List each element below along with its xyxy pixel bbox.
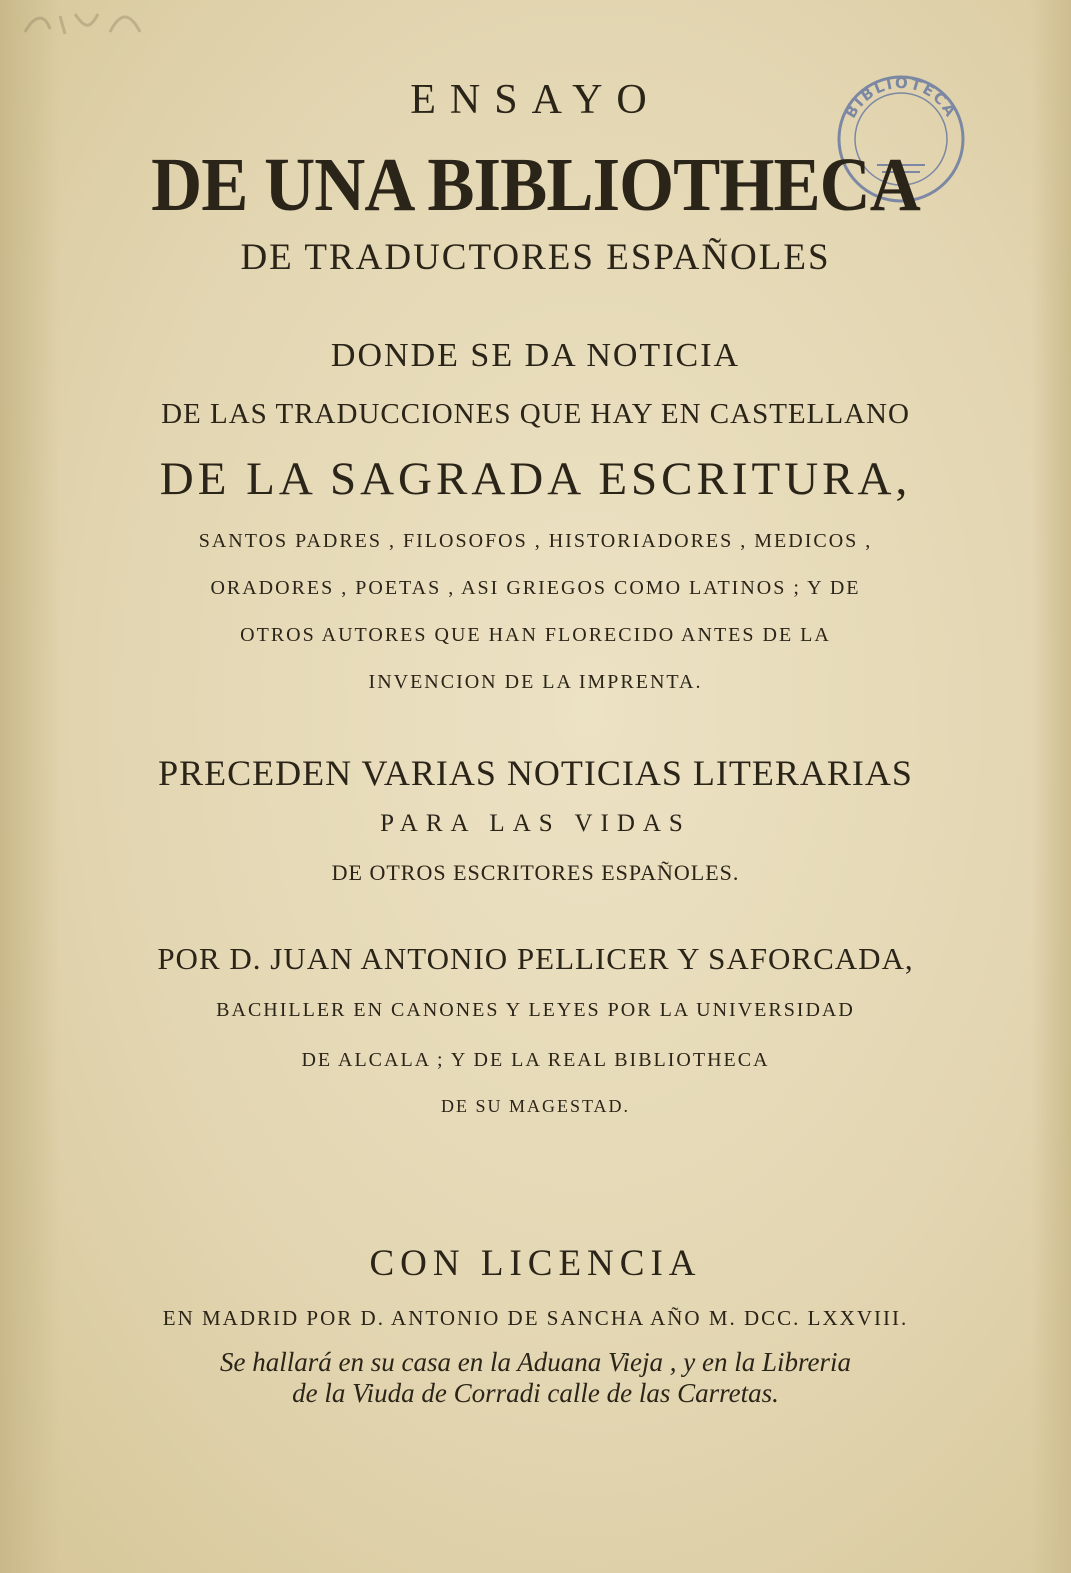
imprint-line: EN MADRID POR D. ANTONIO DE SANCHA AÑO M. DCC. LXXVIII. (162, 1306, 909, 1330)
heading-preceden: PRECEDEN VARIAS NOTICIAS LITERARIAS (158, 753, 913, 793)
stamp-text: BIBLIOTECA (841, 73, 961, 122)
author-line: POR D. JUAN ANTONIO PELLICER Y SAFORCADA, (157, 941, 914, 976)
list-line-1: SANTOS PADRES , FILOSOFOS , HISTORIADORES , MEDICOS , (198, 530, 873, 552)
list-line-4: INVENCION DE LA IMPRENTA. (368, 671, 703, 693)
sale-note-2: de la Viuda de Corradi calle de las Carretas. (292, 1378, 779, 1408)
subtitle: DE TRADUCTORES ESPAÑOLES (240, 237, 831, 278)
main-title: DE UNA BIBLIOTHECA (151, 143, 920, 227)
con-licencia: CON LICENCIA (369, 1243, 702, 1284)
heading-traducciones: DE LAS TRADUCCIONES QUE HAY EN CASTELLANO (161, 398, 910, 430)
heading-para-las-vidas: PARA LAS VIDAS (380, 810, 691, 837)
list-line-3: OTROS AUTORES QUE HAN FLORECIDO ANTES DE LA (240, 624, 831, 646)
heading-otros-escritores: DE OTROS ESCRITORES ESPAÑOLES. (331, 860, 740, 885)
author-credentials-1: BACHILLER EN CANONES Y LEYES POR LA UNIVERSIDAD (216, 999, 855, 1021)
sale-note-1: Se hallará en su casa en la Aduana Vieja , y en la Libreria (220, 1347, 851, 1377)
heading-donde: DONDE SE DA NOTICIA (330, 337, 741, 374)
list-line-2: ORADORES , POETAS , ASI GRIEGOS COMO LATINOS ; Y DE (210, 577, 861, 599)
faded-manuscript-note (20, 4, 170, 44)
author-credentials-2: DE ALCALA ; Y DE LA REAL BIBLIOTHECA (301, 1049, 770, 1071)
author-credentials-3: DE SU MAGESTAD. (440, 1096, 631, 1116)
heading-sagrada: DE LA SAGRADA ESCRITURA, (159, 453, 912, 505)
title-word-ensayo: ENSAYO (410, 77, 661, 123)
